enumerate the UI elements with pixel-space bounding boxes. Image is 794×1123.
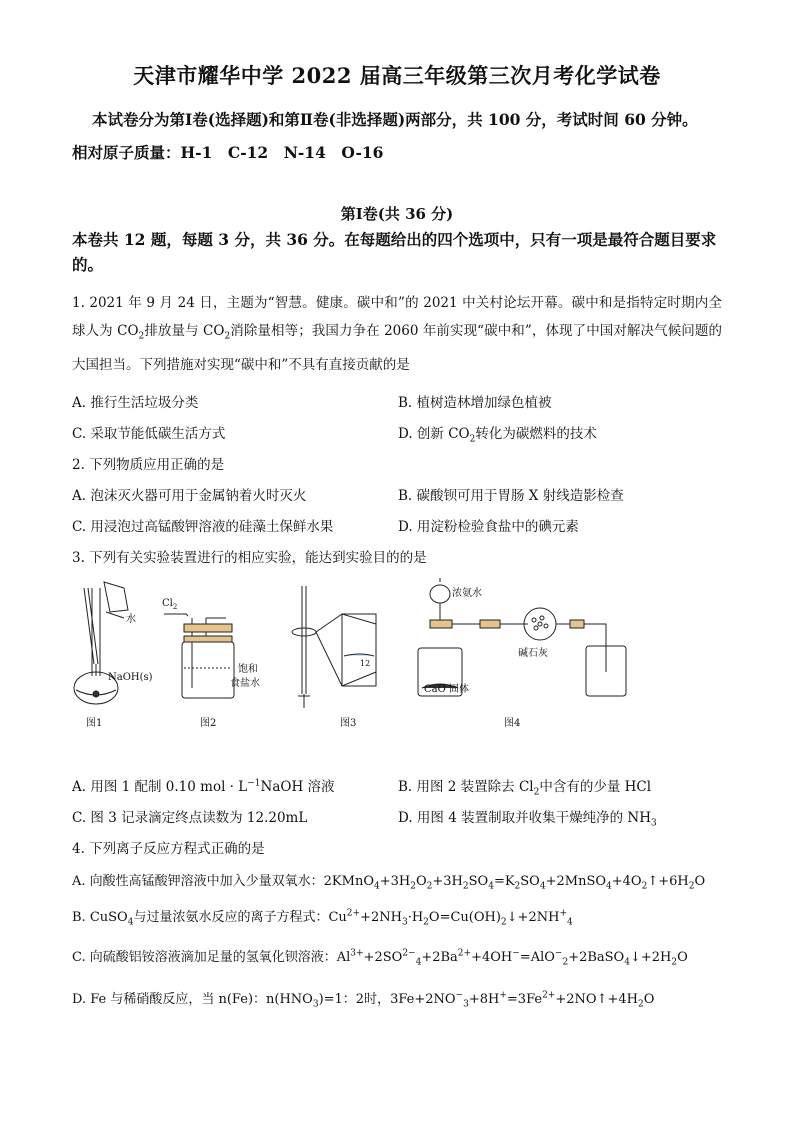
q3-option-a: A. 用图 1 配制 0.10 mol · $L^{-1}NaOH$ 溶液 xyxy=(72,778,335,795)
fig2-gas-washing-bottle xyxy=(162,598,260,729)
exam-title: 天津市耀华中学 2022 届高三年级第三次月考化学试卷 xyxy=(133,63,661,88)
section-instruction: 本卷共 12 题，每题 3 分，共 36 分。在每题给出的四个选项中，只有一项是最符合题目要求的。 xyxy=(72,230,717,274)
q3-apparatus-figure xyxy=(66,576,666,736)
q1-option-d: D. 创新 $CO_2$转化为碳燃料的技术 xyxy=(398,426,597,445)
fig1-caption: 图1 xyxy=(86,718,103,729)
q2-option-c: C. 用浸泡过高锰酸钾溶液的硅藻土保鲜水果 xyxy=(72,519,334,535)
q4-option-b: B. CuSO$_4$与过量浓氨水反应的离子方程式：$Cu^{2+}+2NH_3\cdot H_2O=Cu(OH)_2↓+2NH^+_4$ xyxy=(72,908,573,928)
question-3-stem: 3. 下列有关实验装置进行的相应实验，能达到实验目的的是 xyxy=(72,550,427,566)
atomic-mass: 相对原子质量：H-1 C-12 N-14 O-16 xyxy=(72,143,384,162)
q4-option-a: A. 向酸性高锰酸钾溶液中加入少量双氧水：$2KMnO_4+3H_2O_2+3H_2SO_4=K_2SO_4+2MnSO_4+4O_2↑+6H_2O$ xyxy=(72,874,706,892)
question-2-stem: 2. 下列物质应用正确的是 xyxy=(72,457,225,473)
q4-option-d: D. Fe 与稀硝酸反应，当 n(Fe)：$n(HNO_3)=1$：2时，$3Fe+2NO^-_3+8H^+=3Fe^{2+}+2NO↑+4H_2O$ xyxy=(72,990,655,1010)
q3-option-d: D. 用图 4 装置制取并收集干燥纯净的 $NH_3$ xyxy=(398,810,657,829)
q2-option-b: B. 碳酸钡可用于胃肠 X 射线造影检查 xyxy=(398,488,624,504)
fig3-burette xyxy=(292,586,376,729)
fig2-label-brine-2: 食盐水 xyxy=(230,678,260,689)
q4-option-c: C. 向硫酸铝铵溶液滴加足量的氢氧化钡溶液：$Al^{3+}+2SO^{2-}_4+2Ba^{2+}+4OH^-=AlO^-_2+2BaSO_4↓+2H_2O$ xyxy=(72,948,688,968)
fig2-caption: 图2 xyxy=(200,718,217,729)
fig3-label-reading: 12 xyxy=(360,659,371,668)
q1-option-c: C. 采取节能低碳生活方式 xyxy=(72,426,226,442)
q2-option-d: D. 用淀粉检验食盐中的碘元素 xyxy=(398,519,579,535)
fig1-label-naoh: NaOH(s) xyxy=(108,672,153,683)
q3-option-c: C. 图 3 记录滴定终点读数为 12.20mL xyxy=(72,810,308,826)
q1-option-a: A. 推行生活垃圾分类 xyxy=(72,395,199,411)
q1-option-b: B. 植树造林增加绿色植被 xyxy=(398,395,552,411)
fig4-label-cao: CaO 固体 xyxy=(424,684,469,695)
question-1-stem: 1. 2021 年 9 月 24 日，主题为“智慧。健康。碳中和”的 2021 中关村论坛开幕。碳中和是指特定时期内全球人为 $CO_2$排放量与 $CO_2$消除量相等；我国力争在 2060 年前实现“碳中和”，体现了中国对解决气候问题的大国担当。下列措施对实现“碳中和”不具有直接贡献的是 xyxy=(72,295,722,373)
fig1-label-water: 水 xyxy=(126,614,136,625)
fig1-volumetric-flask xyxy=(74,582,153,729)
q2-option-a: A. 泡沫灭火器可用于金属钠着火时灭火 xyxy=(72,488,307,504)
fig3-caption: 图3 xyxy=(340,718,357,729)
q3-option-b: B. 用图 2 装置除去 $Cl_2$中含有的少量 HCl xyxy=(398,779,652,798)
fig4-caption: 图4 xyxy=(504,718,521,729)
exam-intro: 本试卷分为第Ⅰ卷(选择题)和第Ⅱ卷(非选择题)两部分，共 100 分，考试时间 60 分钟。 xyxy=(92,110,698,129)
fig2-label-brine-1: 饱和 xyxy=(238,664,258,675)
fig4-ammonia-apparatus xyxy=(418,578,626,729)
question-4-stem: 4. 下列离子反应方程式正确的是 xyxy=(72,841,265,857)
fig4-label-ammonia: 浓氨水 xyxy=(452,588,482,599)
fig2-label-cl2: $Cl_2$ xyxy=(162,598,178,611)
fig4-label-soda-lime: 碱石灰 xyxy=(518,648,548,659)
section-title: 第Ⅰ卷(共 36 分) xyxy=(340,205,454,223)
